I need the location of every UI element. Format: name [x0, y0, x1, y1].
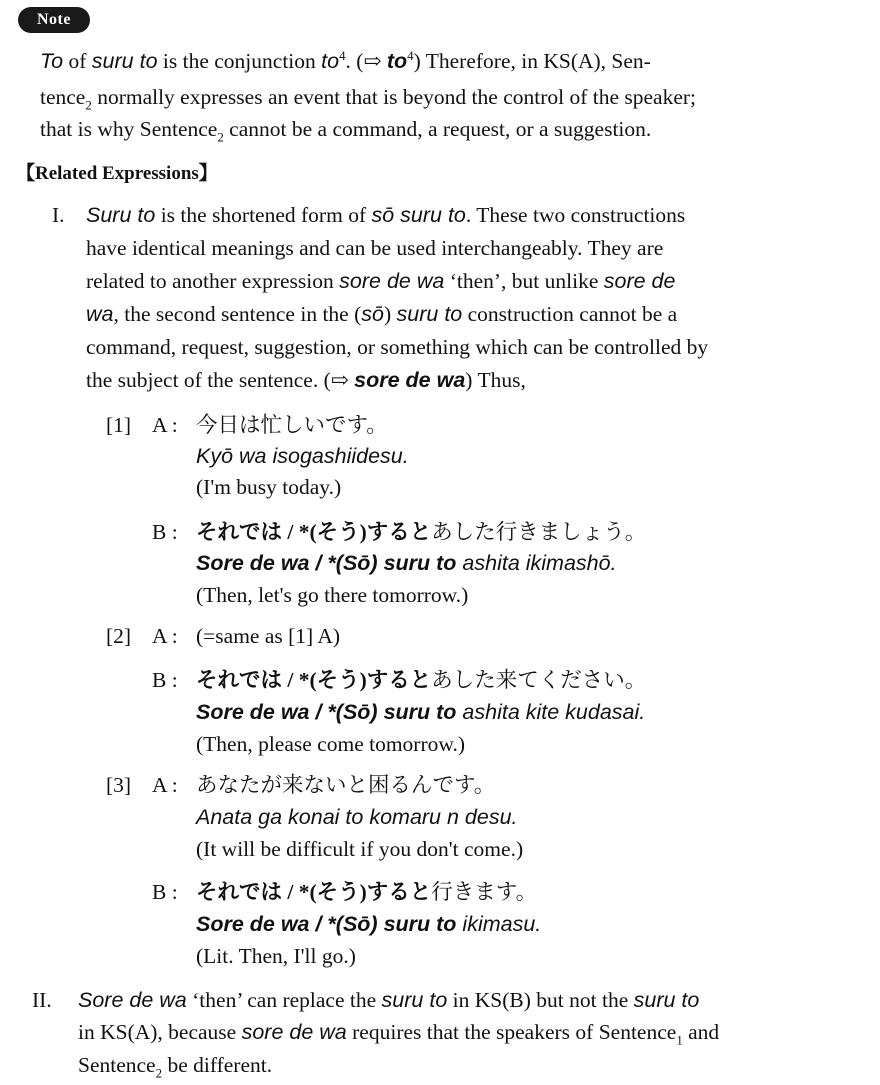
example-3-b-english: (Lit. Then, I'll go.): [196, 944, 356, 968]
example-1-b-romaji: Sore de wa / *(Sō) suru to ashita ikimashō.: [196, 551, 617, 575]
note-line-3: that is why Sentence$_2$ cannot be a command, a request, or a suggestion.: [40, 117, 652, 145]
section-1-line-3: related to another expression sore de wa ‘then’, but unlike sore de: [86, 269, 676, 293]
section-2-line-2: in KS(A), because sore de wa requires that the speakers of Sentence$_1$ and: [78, 1020, 720, 1048]
note-line-1: To of suru to is the conjunction $to^4$. (⇨ $to^4$) Therefore, in KS(A), Sen-: [40, 48, 651, 73]
example-2-a-label: A :: [152, 624, 178, 648]
example-3-a-english: (It will be difficult if you don't come.): [196, 837, 524, 861]
related-expressions-heading: 【Related Expressions】: [16, 163, 218, 184]
section-1-line-2: have identical meanings and can be used interchangeably. They are: [86, 236, 664, 260]
example-1-number: [1]: [106, 413, 132, 437]
example-1-b-english: (Then, let's go there tomorrow.): [196, 583, 469, 607]
section-1-number: I.: [52, 203, 65, 227]
example-2-b-japanese: それでは / *(そう)するとあした来てください。: [196, 668, 647, 692]
example-2-a-english: (=same as [1] A): [196, 624, 341, 648]
example-3-a-japanese: あなたが来ないと困るんです。: [196, 773, 496, 797]
example-3-b-romaji: Sore de wa / *(Sō) suru to ikimasu.: [196, 912, 542, 936]
example-2-b-label: B :: [152, 668, 178, 692]
section-2-number: II.: [32, 988, 52, 1012]
section-2-line-1: Sore de wa ‘then’ can replace the suru to in KS(B) but not the suru to: [78, 988, 700, 1012]
section-1-line-6: the subject of the sentence. (⇨ sore de wa) Thus,: [86, 368, 526, 392]
example-1-a-english: (I'm busy today.): [196, 475, 342, 499]
example-1-a-japanese: 今日は忙しいです。: [196, 413, 388, 437]
example-2-b-english: (Then, please come tomorrow.): [196, 732, 466, 756]
example-3-number: [3]: [106, 773, 132, 797]
example-3-b-label: B :: [152, 880, 178, 904]
example-2-number: [2]: [106, 624, 132, 648]
section-1-line-5: command, request, suggestion, or something which can be controlled by: [86, 335, 709, 359]
example-3-a-label: A :: [152, 773, 178, 797]
example-1-a-label: A :: [152, 413, 178, 437]
section-2-line-3: Sentence$_2$ be different.: [78, 1053, 273, 1081]
example-2-b-romaji: Sore de wa / *(Sō) suru to ashita kite kudasai.: [196, 700, 646, 724]
example-3-a-romaji: Anata ga konai to komaru n desu.: [196, 805, 518, 829]
note-line-2: tence$_2$ normally expresses an event that is beyond the control of the speaker;: [40, 85, 697, 113]
example-3-b-japanese: それでは / *(そう)すると行きます。: [196, 880, 538, 904]
section-1-line-1: Suru to is the shortened form of sō suru to. These two constructions: [86, 203, 686, 227]
example-1-b-label: B :: [152, 520, 178, 544]
example-1-b-japanese: それでは / *(そう)するとあした行きましょう。: [196, 520, 647, 544]
note-badge: Note: [18, 7, 90, 33]
example-1-a-romaji: Kyō wa isogashiidesu.: [196, 444, 409, 468]
section-1-line-4: wa, the second sentence in the (sō) suru to construction cannot be a: [86, 302, 678, 326]
